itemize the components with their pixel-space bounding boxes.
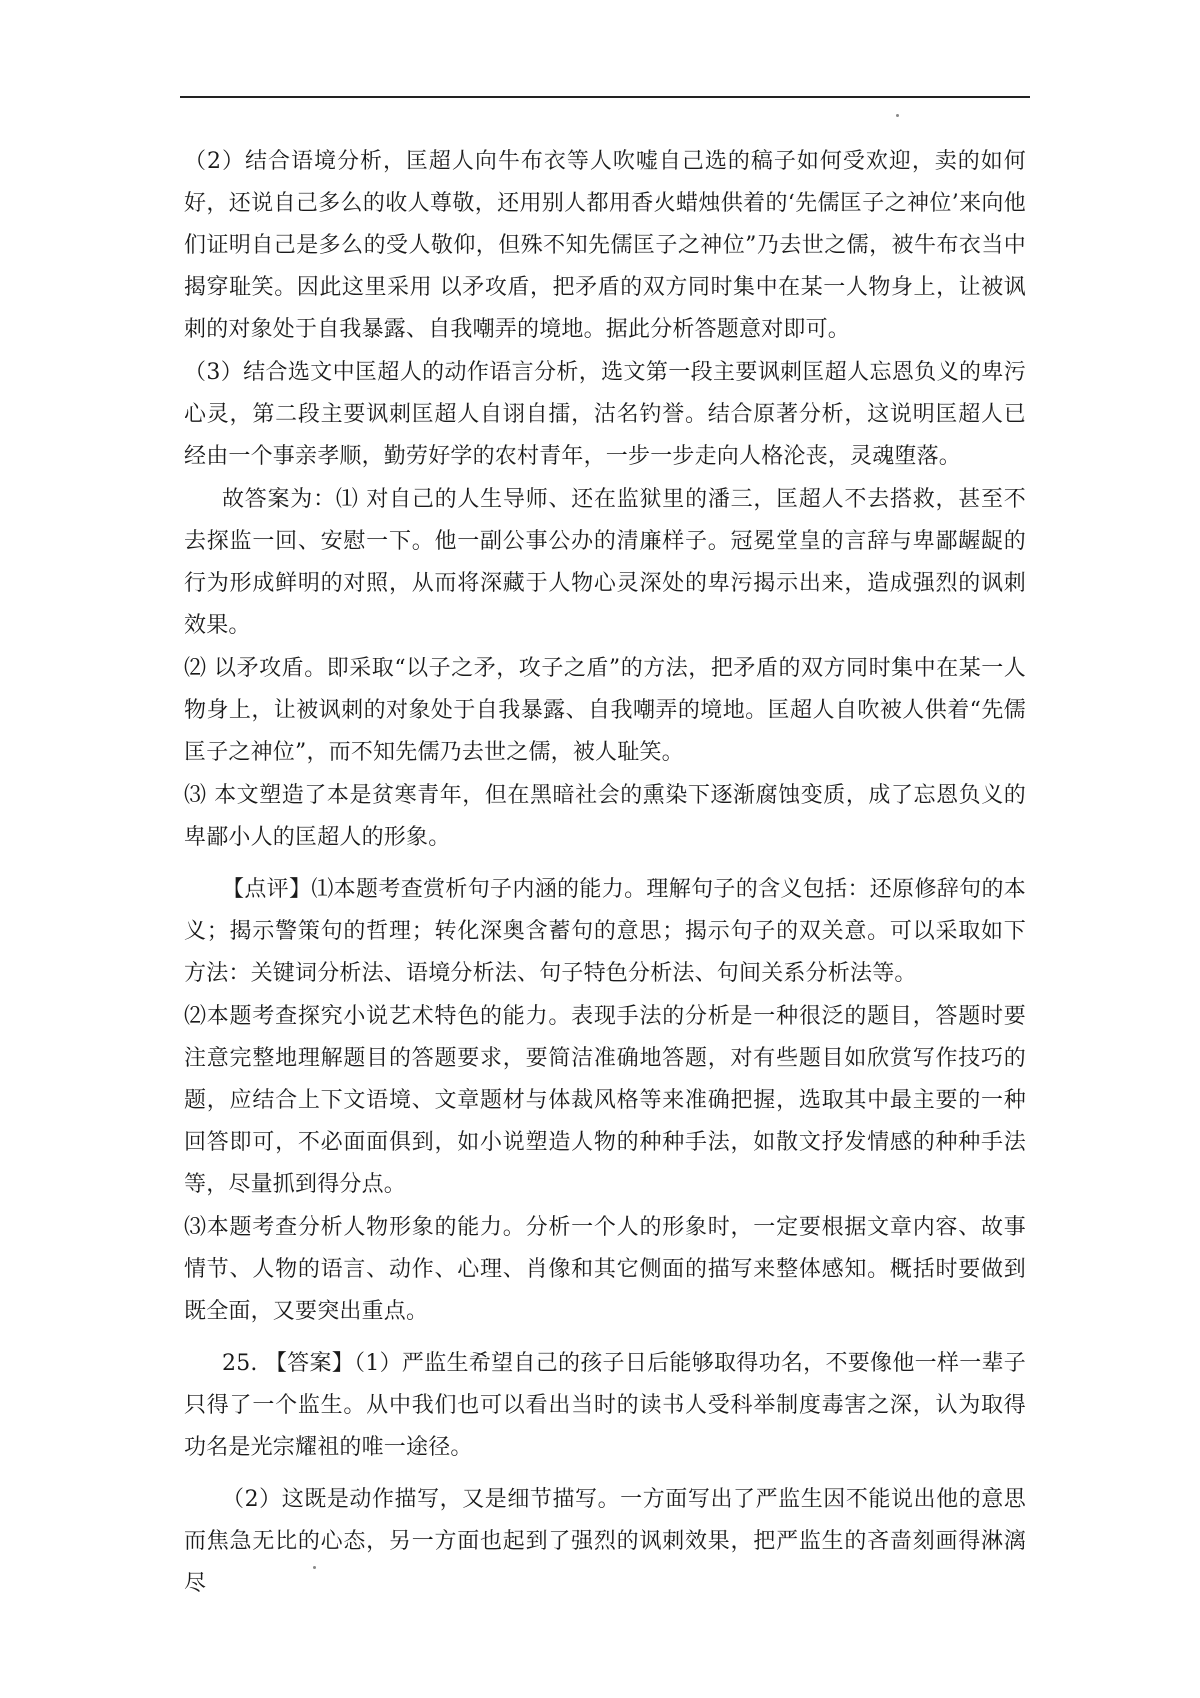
question-25-answer-2: （2）这既是动作描写，又是细节描写。一方面写出了严监生因不能说出他的意思而焦急无比的心态，另一方面也起到了强烈的讽刺效果，把严监生的吝啬刻画得淋漓尽 bbox=[184, 1487, 1026, 1596]
header-dot bbox=[896, 114, 899, 117]
question-25-answer-1: 25. 【答案】（1）严监生希望自己的孩子日后能够取得功名，不要像他一样一辈子只得了一个监生。从中我们也可以看出当时的读书人受科举制度毒害之深，认为取得功名是光宗耀祖的唯一途径。 bbox=[184, 1351, 1026, 1460]
answer-paragraph-1: 故答案为：⑴ 对自己的人生导师、还在监狱里的潘三，匡超人不去搭救，甚至不去探监一回、安慰一下。他一副公事公办的清廉样子。冠冕堂皇的言辞与卑鄙龌龊的行为形成鲜明的对照，从而将深藏于人物心灵深处的卑污揭示出来，造成强烈的讽刺效果。 bbox=[184, 487, 1026, 638]
document-body bbox=[184, 141, 1026, 1605]
comment-paragraph-1: 【点评】⑴本题考查赏析句子内涵的能力。理解句子的含义包括：还原修辞句的本义；揭示警策句的哲理；转化深奥含蓄句的意思；揭示句子的双关意。可以采取如下方法：关键词分析法、语境分析法、句子特色分析法、句间关系分析法等。 bbox=[184, 877, 1026, 986]
paragraph-2-analysis: （2）结合语境分析，匡超人向牛布衣等人吹嘘自己选的稿子如何受欢迎，卖的如何好，还说自己多么的收人尊敬，还用别人都用香火蜡烛供着的‘先儒匡子之神位’来向他们证明自己是多么的受人敬仰，但殊不知先儒匡子之神位”乃去世之儒，被牛布衣当中揭穿耻笑。因此这里采用 以矛攻盾，把矛盾的双方同时集中在某一人物身上，让被讽刺的对象处于自我暴露、自我嘲弄的境地。据此分析答题意对即可。 bbox=[184, 149, 1026, 342]
answer-paragraph-2: ⑵ 以矛攻盾。即采取“以子之矛，攻子之盾”的方法，把矛盾的双方同时集中在某一人物身上，让被讽刺的对象处于自我暴露、自我嘲弄的境地。匡超人自吹被人供着“先儒匡子之神位”，而不知先儒乃去世之儒，被人耻笑。 bbox=[184, 656, 1026, 765]
header-rule bbox=[180, 96, 1030, 98]
comment-paragraph-3: ⑶本题考查分析人物形象的能力。分析一个人的形象时，一定要根据文章内容、故事情节、人物的语言、动作、心理、肖像和其它侧面的描写来整体感知。概括时要做到既全面，又要突出重点。 bbox=[184, 1215, 1026, 1324]
answer-paragraph-3: ⑶ 本文塑造了本是贫寒青年，但在黑暗社会的熏染下逐渐腐蚀变质，成了忘恩负义的卑鄙小人的匡超人的形象。 bbox=[184, 783, 1026, 850]
paragraph-3-analysis: （3）结合选文中匡超人的动作语言分析，选文第一段主要讽刺匡超人忘恩负义的卑污心灵，第二段主要讽刺匡超人自诩自擂，沽名钓誉。结合原著分析，这说明匡超人已经由一个事亲孝顺，勤劳好学的农村青年，一步一步走向人格沦丧，灵魂堕落。 bbox=[184, 360, 1026, 469]
comment-paragraph-2: ⑵本题考查探究小说艺术特色的能力。表现手法的分析是一种很泛的题目，答题时要注意完整地理解题目的答题要求，要简洁准确地答题，对有些题目如欣赏写作技巧的题，应结合上下文语境、文章题材与体裁风格等来准确把握，选取其中最主要的一种回答即可，不必面面俱到，如小说塑造人物的种种手法，如散文抒发情感的种种手法等，尽量抓到得分点。 bbox=[184, 1004, 1026, 1197]
